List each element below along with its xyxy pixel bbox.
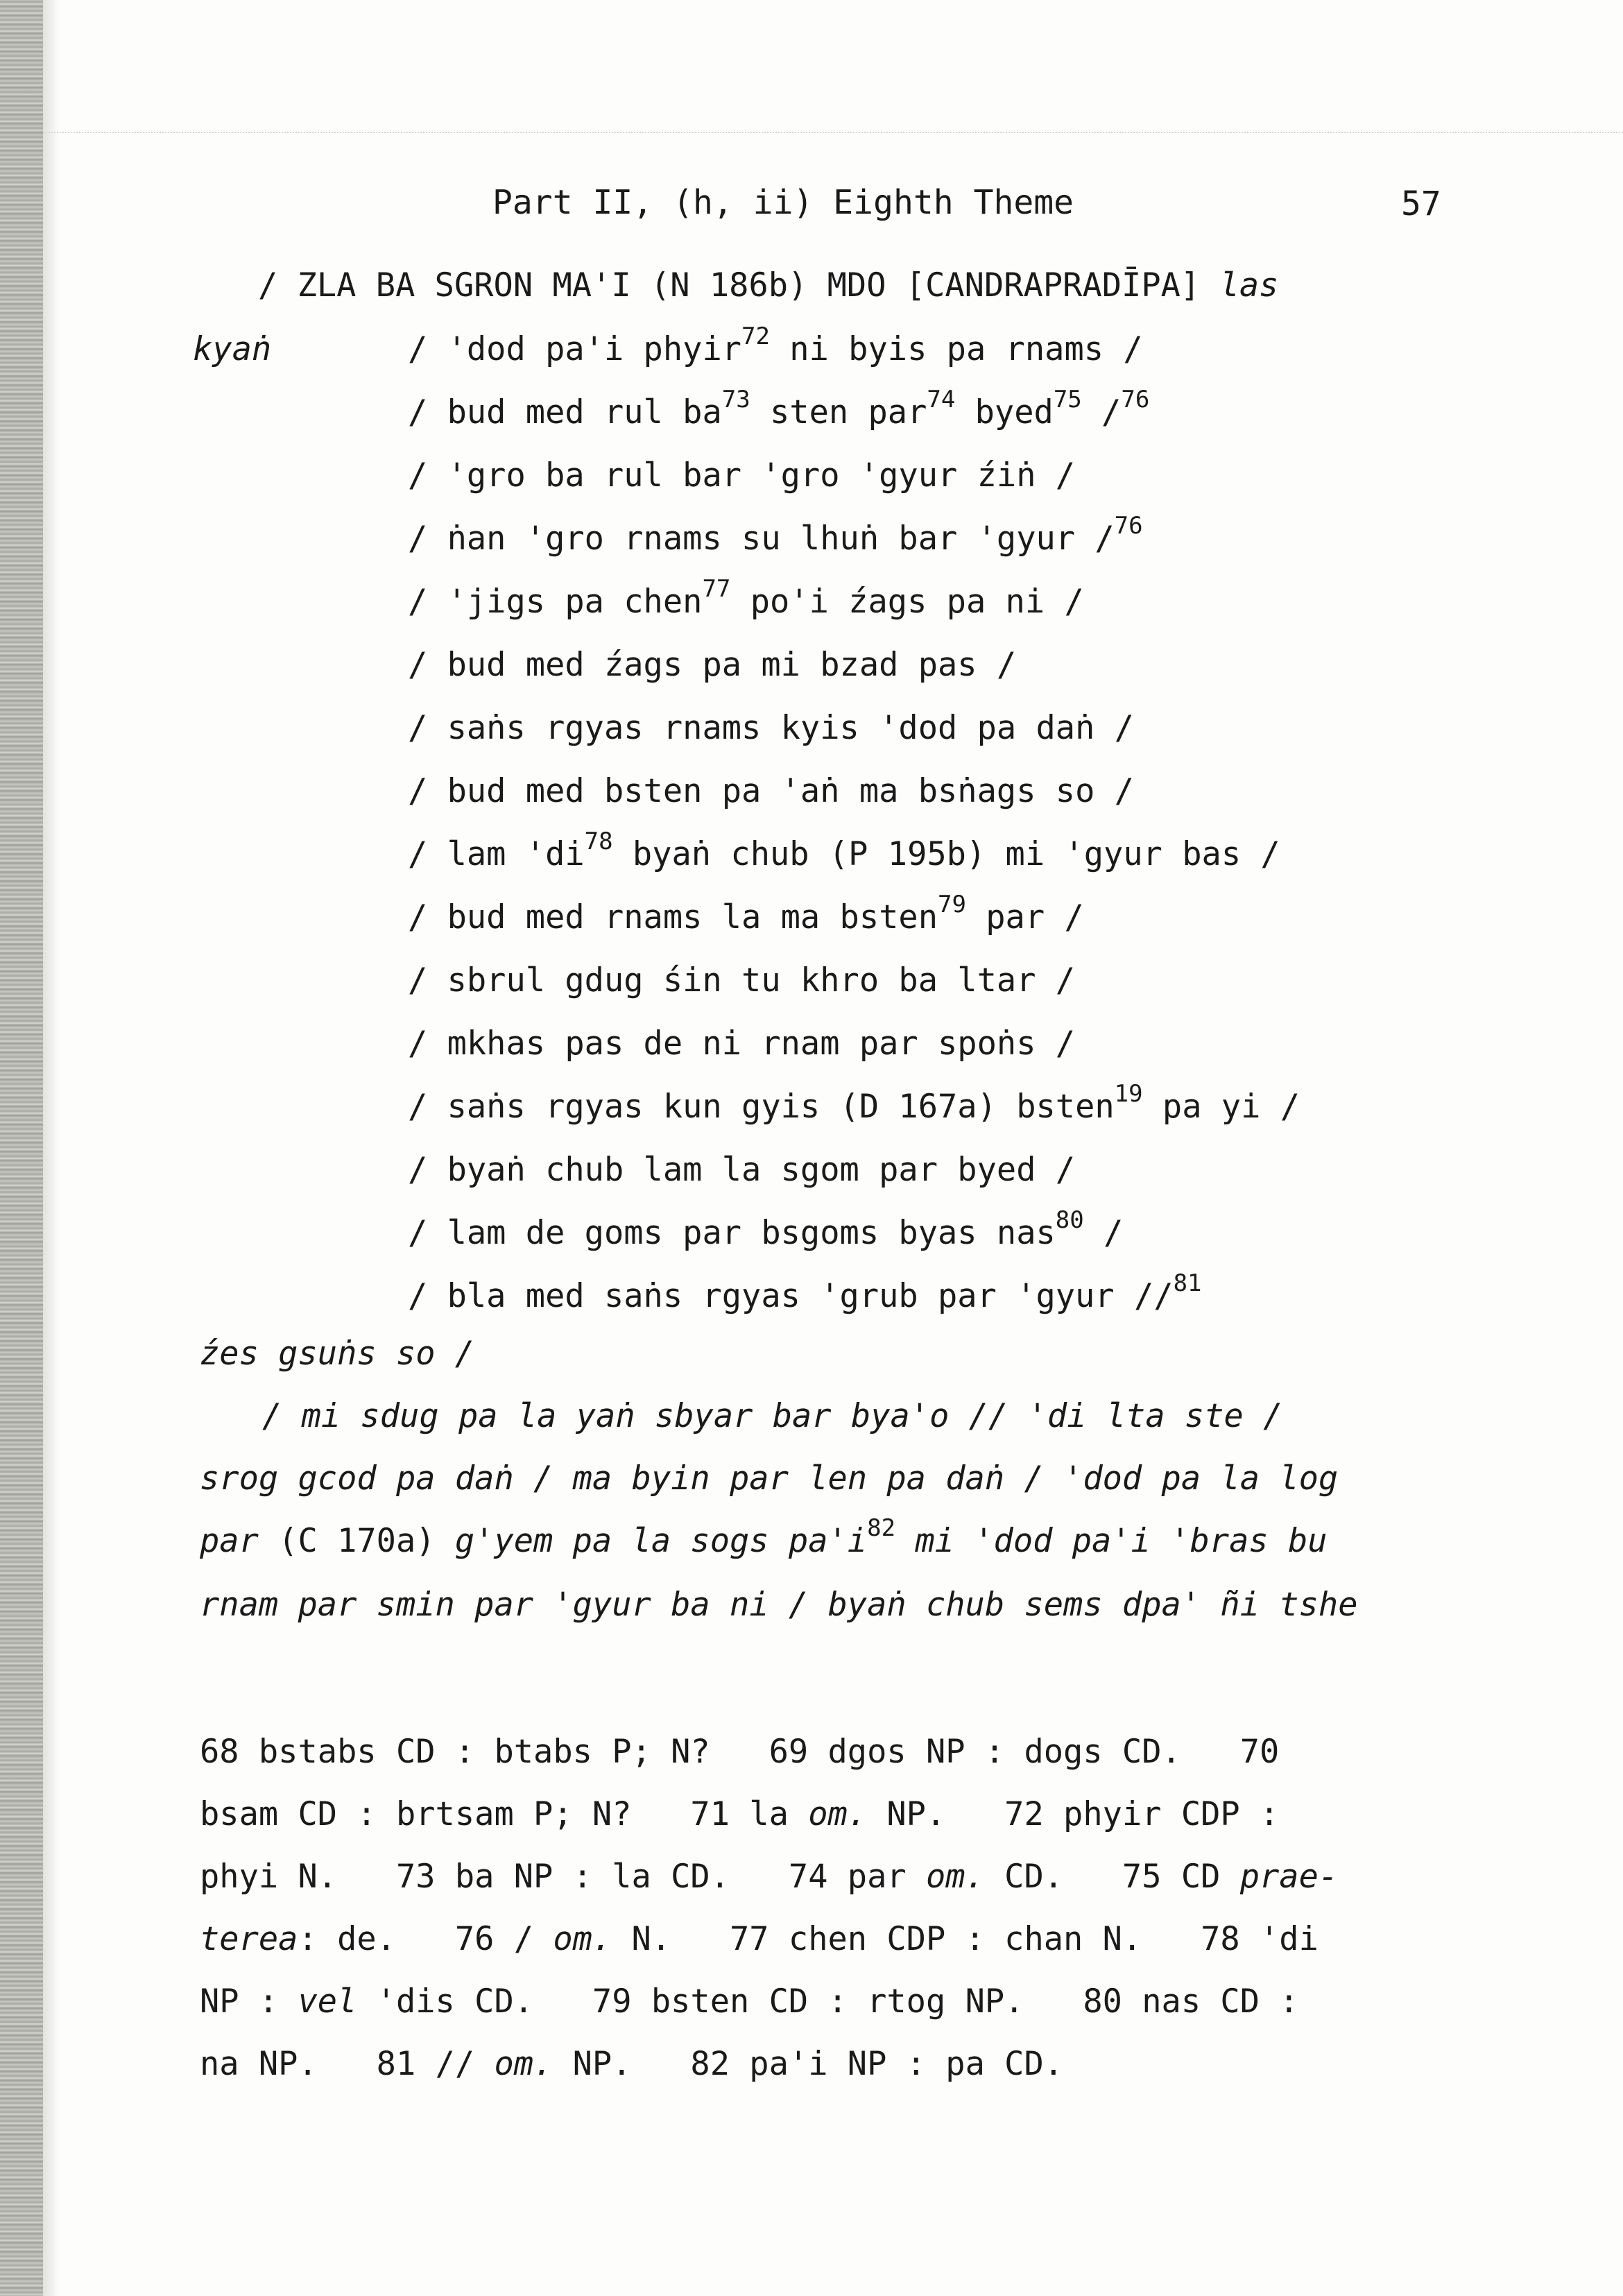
fn-5b: 'dis CD. 79 bsten CD : rtog NP. 80 nas CD :	[357, 1982, 1299, 2021]
verse-text: / bla med saṅs rgyas 'grub par 'gyur //	[408, 1277, 1174, 1315]
prose-line-3-a: par	[200, 1522, 259, 1560]
verse-text: / bud med rnams la ma bsten	[408, 898, 938, 936]
fn-4-it: terea	[200, 1920, 298, 1958]
verse-text: / sbrul gdug śin tu khro ba ltar /	[408, 961, 1076, 1000]
fn-6-om: om.	[494, 2045, 553, 2083]
closing-line: źes gsuṅs so /	[200, 1335, 475, 1373]
verse-line	[408, 709, 1134, 747]
footnote-ref: 75	[1053, 386, 1082, 414]
fn-5a: NP :	[200, 1982, 298, 2021]
prose-line-1: / mi sdug pa la yaṅ sbyar bar bya'o // 'di lta ste /	[262, 1397, 1283, 1435]
prose-line-2: srog gcod pa daṅ / ma byin par len pa daṅ / 'dod pa la log	[200, 1459, 1339, 1498]
verse-text: / bud med źags pa mi bzad pas /	[408, 646, 1017, 684]
verse-line	[408, 1025, 1076, 1063]
verse-line	[408, 961, 1076, 1000]
footnote-line-4	[200, 1920, 1319, 1958]
running-header-title: Part II, (h, ii) Eighth Theme	[492, 183, 1074, 222]
verse-text: / lam 'di	[408, 835, 585, 873]
verse-text: po'i źags pa ni /	[730, 583, 1084, 621]
footnote-ref: 73	[721, 386, 750, 414]
fn-2a: bsam CD : brtsam P; N? 71 la	[200, 1795, 809, 1833]
fn-3-om: om.	[925, 1858, 985, 1896]
verse-line	[408, 1080, 1300, 1126]
verse-text: / bud med bsten pa 'aṅ ma bsṅags so /	[408, 772, 1134, 810]
verse-line	[408, 323, 1143, 368]
prose-line-3	[200, 1514, 1328, 1560]
verse-text: sten par	[750, 393, 927, 431]
verse-text: / 'dod pa'i phyir	[408, 330, 742, 368]
fn-3-it: prae-	[1239, 1858, 1339, 1896]
footnote-line-6	[200, 2045, 1064, 2083]
verse-text: pa yi /	[1142, 1088, 1300, 1126]
footnote-ref: 19	[1114, 1080, 1143, 1108]
verse-line	[408, 646, 1017, 684]
intro-word: las	[1219, 266, 1279, 305]
verse-text: byed	[955, 393, 1054, 431]
verse-line	[408, 575, 1084, 621]
verse-text: / 'gro ba rul bar 'gro 'gyur źiṅ /	[408, 456, 1076, 495]
fn-5-it: vel	[298, 1982, 357, 2021]
footnote-line-2	[200, 1795, 1280, 1833]
footnote-ref: 82	[867, 1514, 896, 1543]
verse-line	[408, 828, 1280, 873]
verse-line	[408, 456, 1076, 495]
scan-header-line	[43, 132, 1623, 133]
verse-text: / saṅs rgyas kun gyis (D 167a) bsten	[408, 1088, 1115, 1126]
prose-line-3-c: g'yem pa la sogs pa'i	[454, 1522, 868, 1560]
verse-text: byaṅ chub (P 195b) mi 'gyur bas /	[612, 835, 1280, 873]
intro-title: / ZLA BA SGRON MA'I (N 186b) MDO [CANDRAPRADĪPA]	[258, 266, 1201, 305]
footnote-line-1: 68 bstabs CD : btabs P; N? 69 dgos NP : dogs CD. 70	[200, 1733, 1280, 1771]
intro-word-kyan: kyaṅ	[193, 330, 272, 368]
verse-text: ni byis pa rnams /	[770, 330, 1143, 368]
footnote-ref: 72	[741, 323, 770, 351]
fn-6a: na NP. 81 //	[200, 2045, 495, 2083]
footnote-ref: 77	[702, 575, 731, 603]
footnote-line-3	[200, 1858, 1339, 1896]
fn-6b: NP. 82 pa'i NP : pa CD.	[553, 2045, 1064, 2083]
verse-line	[408, 1151, 1076, 1189]
fn-3a: phyi N. 73 ba NP : la CD. 74 par	[200, 1858, 926, 1896]
prose-line-3-b: (C 170a)	[258, 1522, 455, 1560]
prose-line-4: rnam par smin par 'gyur ba ni / byaṅ chub sems dpa' ñi tshe	[200, 1586, 1358, 1624]
verse-line	[408, 891, 1084, 936]
prose-line-3-d: mi 'dod pa'i 'bras bu	[895, 1522, 1328, 1560]
verse-text: par /	[965, 898, 1084, 936]
fn-4a: : de. 76 /	[298, 1920, 553, 1958]
footnote-ref: 79	[938, 891, 966, 919]
footnote-line-5	[200, 1982, 1299, 2021]
verse-text: /	[1081, 393, 1122, 431]
verse-text: /	[1083, 1214, 1124, 1252]
fn-4b: N. 77 chen CDP : chan N. 78 'di	[612, 1920, 1319, 1958]
verse-text: / mkhas pas de ni rnam par spoṅs /	[408, 1025, 1076, 1063]
verse-text: / bud med rul ba	[408, 393, 722, 431]
footnote-ref: 76	[1114, 512, 1143, 540]
page-number: 57	[1401, 185, 1441, 223]
verse-line	[408, 1206, 1124, 1252]
verse-text: / byaṅ chub lam la sgom par byed /	[408, 1151, 1076, 1189]
verse-text: / saṅs rgyas rnams kyis 'dod pa daṅ /	[408, 709, 1134, 747]
footnote-ref: 80	[1055, 1206, 1084, 1235]
verse-text: / ṅan 'gro rnams su lhuṅ bar 'gyur /	[408, 520, 1115, 558]
verse-line	[408, 772, 1134, 810]
verse-text: / 'jigs pa chen	[408, 583, 703, 621]
fn-3b: CD. 75 CD	[984, 1858, 1240, 1896]
footnote-ref: 78	[584, 828, 613, 856]
scan-edge	[0, 0, 43, 2296]
verse-text: / lam de goms par bsgoms byas nas	[408, 1214, 1056, 1252]
footnote-ref: 76	[1121, 386, 1150, 414]
verse-line	[408, 386, 1150, 431]
fn-4-om: om.	[553, 1920, 612, 1958]
fn-2b: NP. 72 phyir CDP :	[867, 1795, 1280, 1833]
verse-line	[408, 512, 1143, 558]
intro-line	[258, 266, 1279, 305]
footnote-ref: 81	[1173, 1269, 1202, 1298]
verse-line	[408, 1269, 1202, 1315]
footnote-ref: 74	[927, 386, 956, 414]
fn-2-om: om.	[808, 1795, 868, 1833]
